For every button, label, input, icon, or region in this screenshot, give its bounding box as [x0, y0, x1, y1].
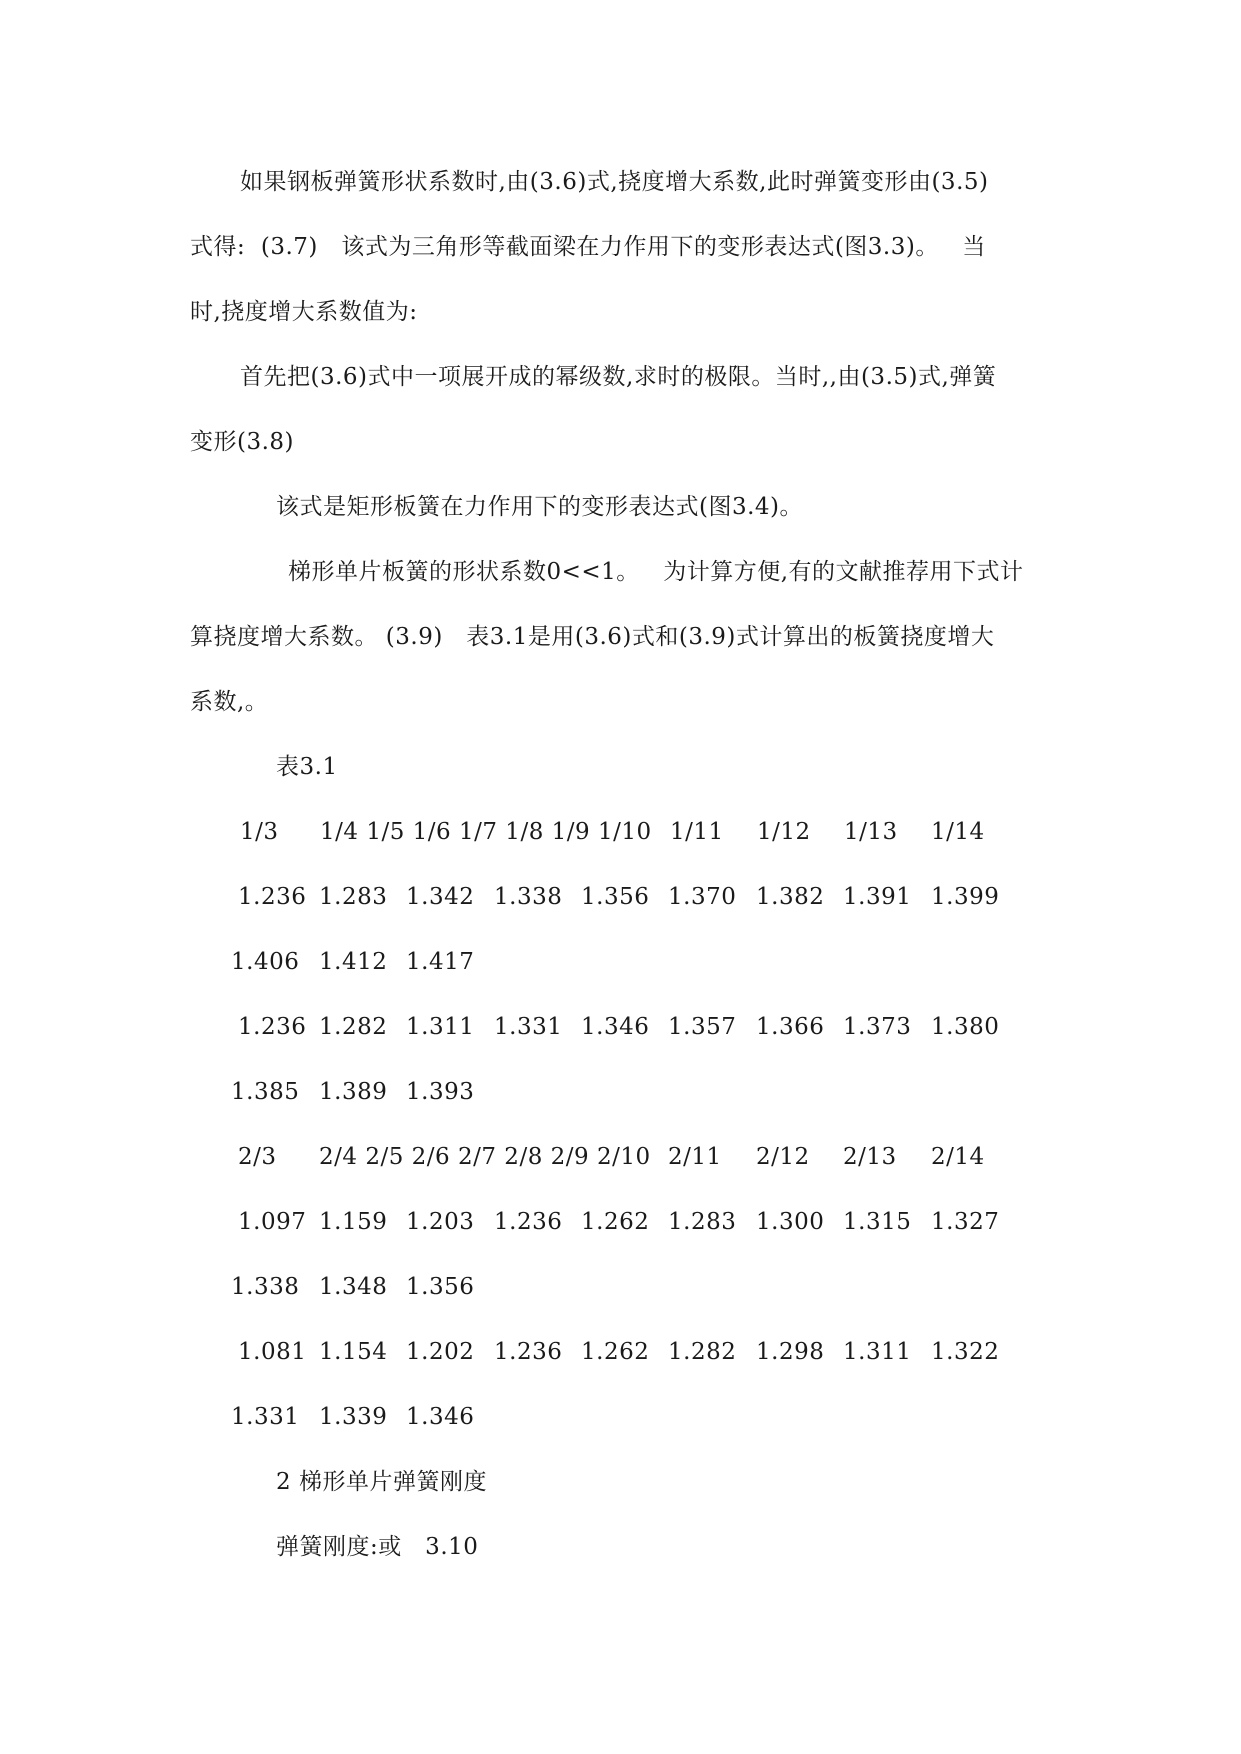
table-cell: 1.357 — [668, 1014, 737, 1040]
table-cell: 1.327 — [931, 1209, 1000, 1235]
table-cell: 1.382 — [756, 884, 825, 910]
table-cell: 1.406 — [231, 949, 300, 975]
table-cell: 1.159 — [319, 1209, 388, 1235]
table-cell: 1.236 — [238, 1014, 307, 1040]
table-cell: 1.262 — [581, 1339, 650, 1365]
table-cell: 1.282 — [319, 1014, 388, 1040]
table-cell: 1/12 — [757, 819, 811, 845]
table-cell: 1/13 — [844, 819, 898, 845]
table-cell: 1.331 — [494, 1014, 563, 1040]
table-cell: 1.339 — [319, 1404, 388, 1430]
table-cell: 1.262 — [581, 1209, 650, 1235]
table-cell: 1.370 — [668, 884, 737, 910]
table-cell: 1.385 — [231, 1079, 300, 1105]
table-caption: 表3.1 — [276, 754, 338, 780]
table-cell: 1/11 — [670, 819, 724, 845]
table-cell: 1.356 — [581, 884, 650, 910]
table-cell: 1.380 — [931, 1014, 1000, 1040]
table-cell: 1.081 — [238, 1339, 307, 1365]
paragraph-4-line-2: 算挠度增大系数。 (3.9) 表3.1是用(3.6)式和(3.9)式计算出的板簧挠度增大 — [190, 624, 995, 650]
table-cell: 1.393 — [406, 1079, 475, 1105]
table-cell: 1.417 — [406, 949, 475, 975]
paragraph-2-line-1: 首先把(3.6)式中一项展开成的幂级数,求时的极限。当时,,由(3.5)式,弹簧 — [240, 364, 997, 390]
table-row — [0, 882, 1241, 912]
table-row — [0, 1337, 1241, 1367]
table-cell: 1.322 — [931, 1339, 1000, 1365]
table-cell: 1.236 — [494, 1339, 563, 1365]
table-cell: 1.154 — [319, 1339, 388, 1365]
table-cell: 1/4 1/5 1/6 1/7 1/8 1/9 1/10 — [320, 819, 652, 845]
table-cell: 1.202 — [406, 1339, 475, 1365]
table-cell: 1.298 — [756, 1339, 825, 1365]
table-cell: 1.389 — [319, 1079, 388, 1105]
table-cell: 1.203 — [406, 1209, 475, 1235]
table-cell: 1.331 — [231, 1404, 300, 1430]
table-cell: 1.097 — [238, 1209, 307, 1235]
table-cell: 1.373 — [843, 1014, 912, 1040]
paragraph-1-line-1: 如果钢板弹簧形状系数时,由(3.6)式,挠度增大系数,此时弹簧变形由(3.5) — [240, 169, 989, 195]
table-cell: 1.346 — [581, 1014, 650, 1040]
table-row — [0, 1402, 1241, 1432]
table-cell: 1.283 — [319, 884, 388, 910]
table-cell: 1.391 — [843, 884, 912, 910]
table-cell: 1.338 — [494, 884, 563, 910]
table-cell: 2/11 — [668, 1144, 722, 1170]
table-cell: 1.236 — [238, 884, 307, 910]
table-cell: 1.348 — [319, 1274, 388, 1300]
table-row-header-2 — [0, 1142, 1241, 1172]
paragraph-4-line-3: 系数,。 — [190, 689, 269, 715]
table-cell: 1.399 — [931, 884, 1000, 910]
section-heading: 2 梯形单片弹簧刚度 — [276, 1469, 487, 1495]
table-cell: 1.283 — [668, 1209, 737, 1235]
table-cell: 1.282 — [668, 1339, 737, 1365]
table-row — [0, 1012, 1241, 1042]
table-cell: 1.342 — [406, 884, 475, 910]
table-row — [0, 1077, 1241, 1107]
table-cell: 1.346 — [406, 1404, 475, 1430]
table-cell: 1.315 — [843, 1209, 912, 1235]
table-cell: 1.412 — [319, 949, 388, 975]
table-cell: 2/13 — [843, 1144, 897, 1170]
table-row — [0, 1207, 1241, 1237]
table-cell: 2/14 — [931, 1144, 985, 1170]
table-cell: 1/14 — [931, 819, 985, 845]
table-cell: 2/12 — [756, 1144, 810, 1170]
paragraph-1-line-2: 式得: (3.7) 该式为三角形等截面梁在力作用下的变形表达式(图3.3)。 当 — [190, 234, 986, 260]
table-cell: 2/4 2/5 2/6 2/7 2/8 2/9 2/10 — [319, 1144, 651, 1170]
table-cell: 1.366 — [756, 1014, 825, 1040]
paragraph-3: 该式是矩形板簧在力作用下的变形表达式(图3.4)。 — [276, 494, 804, 520]
table-row — [0, 1272, 1241, 1302]
table-cell: 1/3 — [240, 819, 279, 845]
table-cell: 1.356 — [406, 1274, 475, 1300]
table-row — [0, 947, 1241, 977]
table-cell: 1.311 — [843, 1339, 912, 1365]
table-cell: 2/3 — [238, 1144, 277, 1170]
table-cell: 1.236 — [494, 1209, 563, 1235]
table-cell: 1.338 — [231, 1274, 300, 1300]
table-row-header-1 — [0, 817, 1241, 847]
table-cell: 1.300 — [756, 1209, 825, 1235]
paragraph-2-line-2: 变形(3.8) — [190, 429, 295, 455]
formula-line: 弹簧刚度:或 3.10 — [276, 1534, 479, 1560]
paragraph-1-line-3: 时,挠度增大系数值为: — [190, 299, 418, 325]
paragraph-4-line-1: 梯形单片板簧的形状系数0<<1。 为计算方便,有的文献推荐用下式计 — [288, 559, 1024, 585]
table-cell: 1.311 — [406, 1014, 475, 1040]
